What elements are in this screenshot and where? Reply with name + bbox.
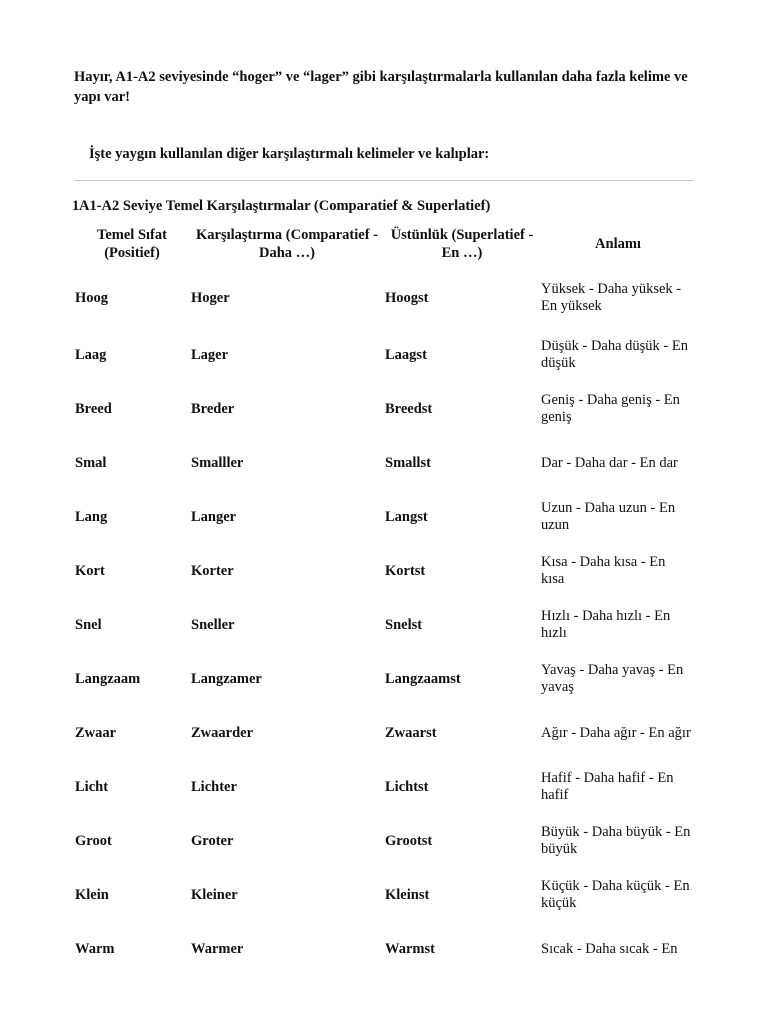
cell-meaning: Hızlı - Daha hızlı - En hızlı — [541, 608, 671, 641]
header-superlatief: Üstünlük (Superlatief - En …) — [390, 227, 534, 261]
cell-meaning: Hafif - Daha hafif - En hafif — [541, 770, 674, 803]
cell-meaning: Ağır - Daha ağır - En ağır — [541, 724, 691, 741]
table-row — [74, 760, 696, 814]
cell-superlatief: Smallst — [385, 454, 431, 471]
table-row — [74, 268, 696, 328]
header-meaning: Anlamı — [595, 236, 641, 252]
cell-superlatief: Warmst — [385, 940, 435, 957]
header-comparatief: Karşılaştırma (Comparatief - Daha …) — [195, 227, 378, 261]
cell-positief: Warm — [75, 940, 115, 957]
cell-meaning: Yavaş - Daha yavaş - En yavaş — [541, 662, 684, 695]
cell-meaning: Kısa - Daha kısa - En kısa — [541, 554, 666, 587]
cell-meaning: Yüksek - Daha yüksek - En yüksek — [541, 281, 682, 314]
cell-meaning: Düşük - Daha düşük - En düşük — [541, 338, 688, 371]
cell-comparatief: Langer — [191, 508, 237, 525]
cell-comparatief: Zwaarder — [191, 724, 254, 741]
cell-meaning: Büyük - Daha büyük - En büyük — [541, 824, 691, 857]
table-header-row — [74, 220, 696, 268]
cell-meaning: Dar - Daha dar - En dar — [541, 454, 678, 471]
table-row — [74, 922, 696, 976]
section-title: A1-A2 Seviye Temel Karşılaştırmalar (Comparatief & Superlatief) — [79, 198, 491, 214]
cell-positief: Smal — [75, 454, 107, 471]
cell-superlatief: Snelst — [385, 616, 423, 633]
cell-positief: Hoog — [75, 289, 109, 306]
table-row — [74, 544, 696, 598]
cell-meaning: Küçük - Daha küçük - En küçük — [541, 878, 690, 911]
table-row — [74, 328, 696, 382]
cell-superlatief: Kleinst — [385, 886, 430, 903]
table-row — [74, 490, 696, 544]
table-row — [74, 598, 696, 652]
cell-superlatief: Laagst — [385, 346, 427, 363]
section-number: 1 — [72, 198, 80, 214]
intro-paragraph: Hayır, A1-A2 seviyesinde “hoger” ve “lager” gibi karşılaştırmalarla kullanılan daha fazla kelime ve yapı var! — [74, 69, 688, 105]
cell-comparatief: Warmer — [191, 940, 244, 957]
cell-positief: Licht — [75, 778, 109, 795]
cell-comparatief: Lichter — [191, 778, 237, 795]
cell-superlatief: Breedst — [385, 400, 433, 417]
cell-superlatief: Langst — [385, 508, 428, 525]
table-row — [74, 706, 696, 760]
table-row — [74, 814, 696, 868]
cell-positief: Langzaam — [75, 670, 141, 687]
cell-comparatief: Langzamer — [191, 670, 262, 687]
cell-superlatief: Grootst — [385, 832, 433, 849]
subtitle-paragraph: İşte yaygın kullanılan diğer karşılaştırmalı kelimeler ve kalıplar: — [89, 146, 490, 162]
cell-superlatief: Zwaarst — [385, 724, 437, 741]
horizontal-divider — [74, 180, 694, 181]
cell-superlatief: Lichtst — [385, 778, 429, 795]
cell-comparatief: Smalller — [191, 454, 244, 471]
cell-comparatief: Hoger — [191, 289, 230, 306]
cell-positief: Lang — [75, 508, 108, 525]
cell-meaning: Uzun - Daha uzun - En uzun — [541, 500, 676, 533]
table-row — [74, 436, 696, 490]
cell-positief: Klein — [75, 886, 109, 903]
cell-positief: Snel — [75, 616, 102, 633]
cell-comparatief: Kleiner — [191, 886, 238, 903]
cell-positief: Kort — [75, 562, 105, 579]
cell-comparatief: Korter — [191, 562, 234, 579]
table-row — [74, 652, 696, 706]
cell-positief: Laag — [75, 346, 107, 363]
table-row — [74, 382, 696, 436]
cell-meaning: Sıcak - Daha sıcak - En — [541, 940, 678, 957]
section-heading — [72, 196, 692, 216]
cell-comparatief: Groter — [191, 832, 234, 849]
header-positief: Temel Sıfat (Positief) — [97, 227, 167, 261]
cell-comparatief: Sneller — [191, 616, 235, 633]
cell-positief: Breed — [75, 400, 112, 417]
cell-superlatief: Langzaamst — [385, 670, 461, 687]
table-row — [74, 868, 696, 922]
cell-positief: Zwaar — [75, 724, 117, 741]
cell-meaning: Geniş - Daha geniş - En geniş — [541, 392, 680, 425]
cell-positief: Groot — [75, 832, 112, 849]
cell-superlatief: Kortst — [385, 562, 426, 579]
comparison-table — [74, 220, 696, 976]
cell-comparatief: Lager — [191, 346, 229, 363]
cell-comparatief: Breder — [191, 400, 235, 417]
cell-superlatief: Hoogst — [385, 289, 429, 306]
